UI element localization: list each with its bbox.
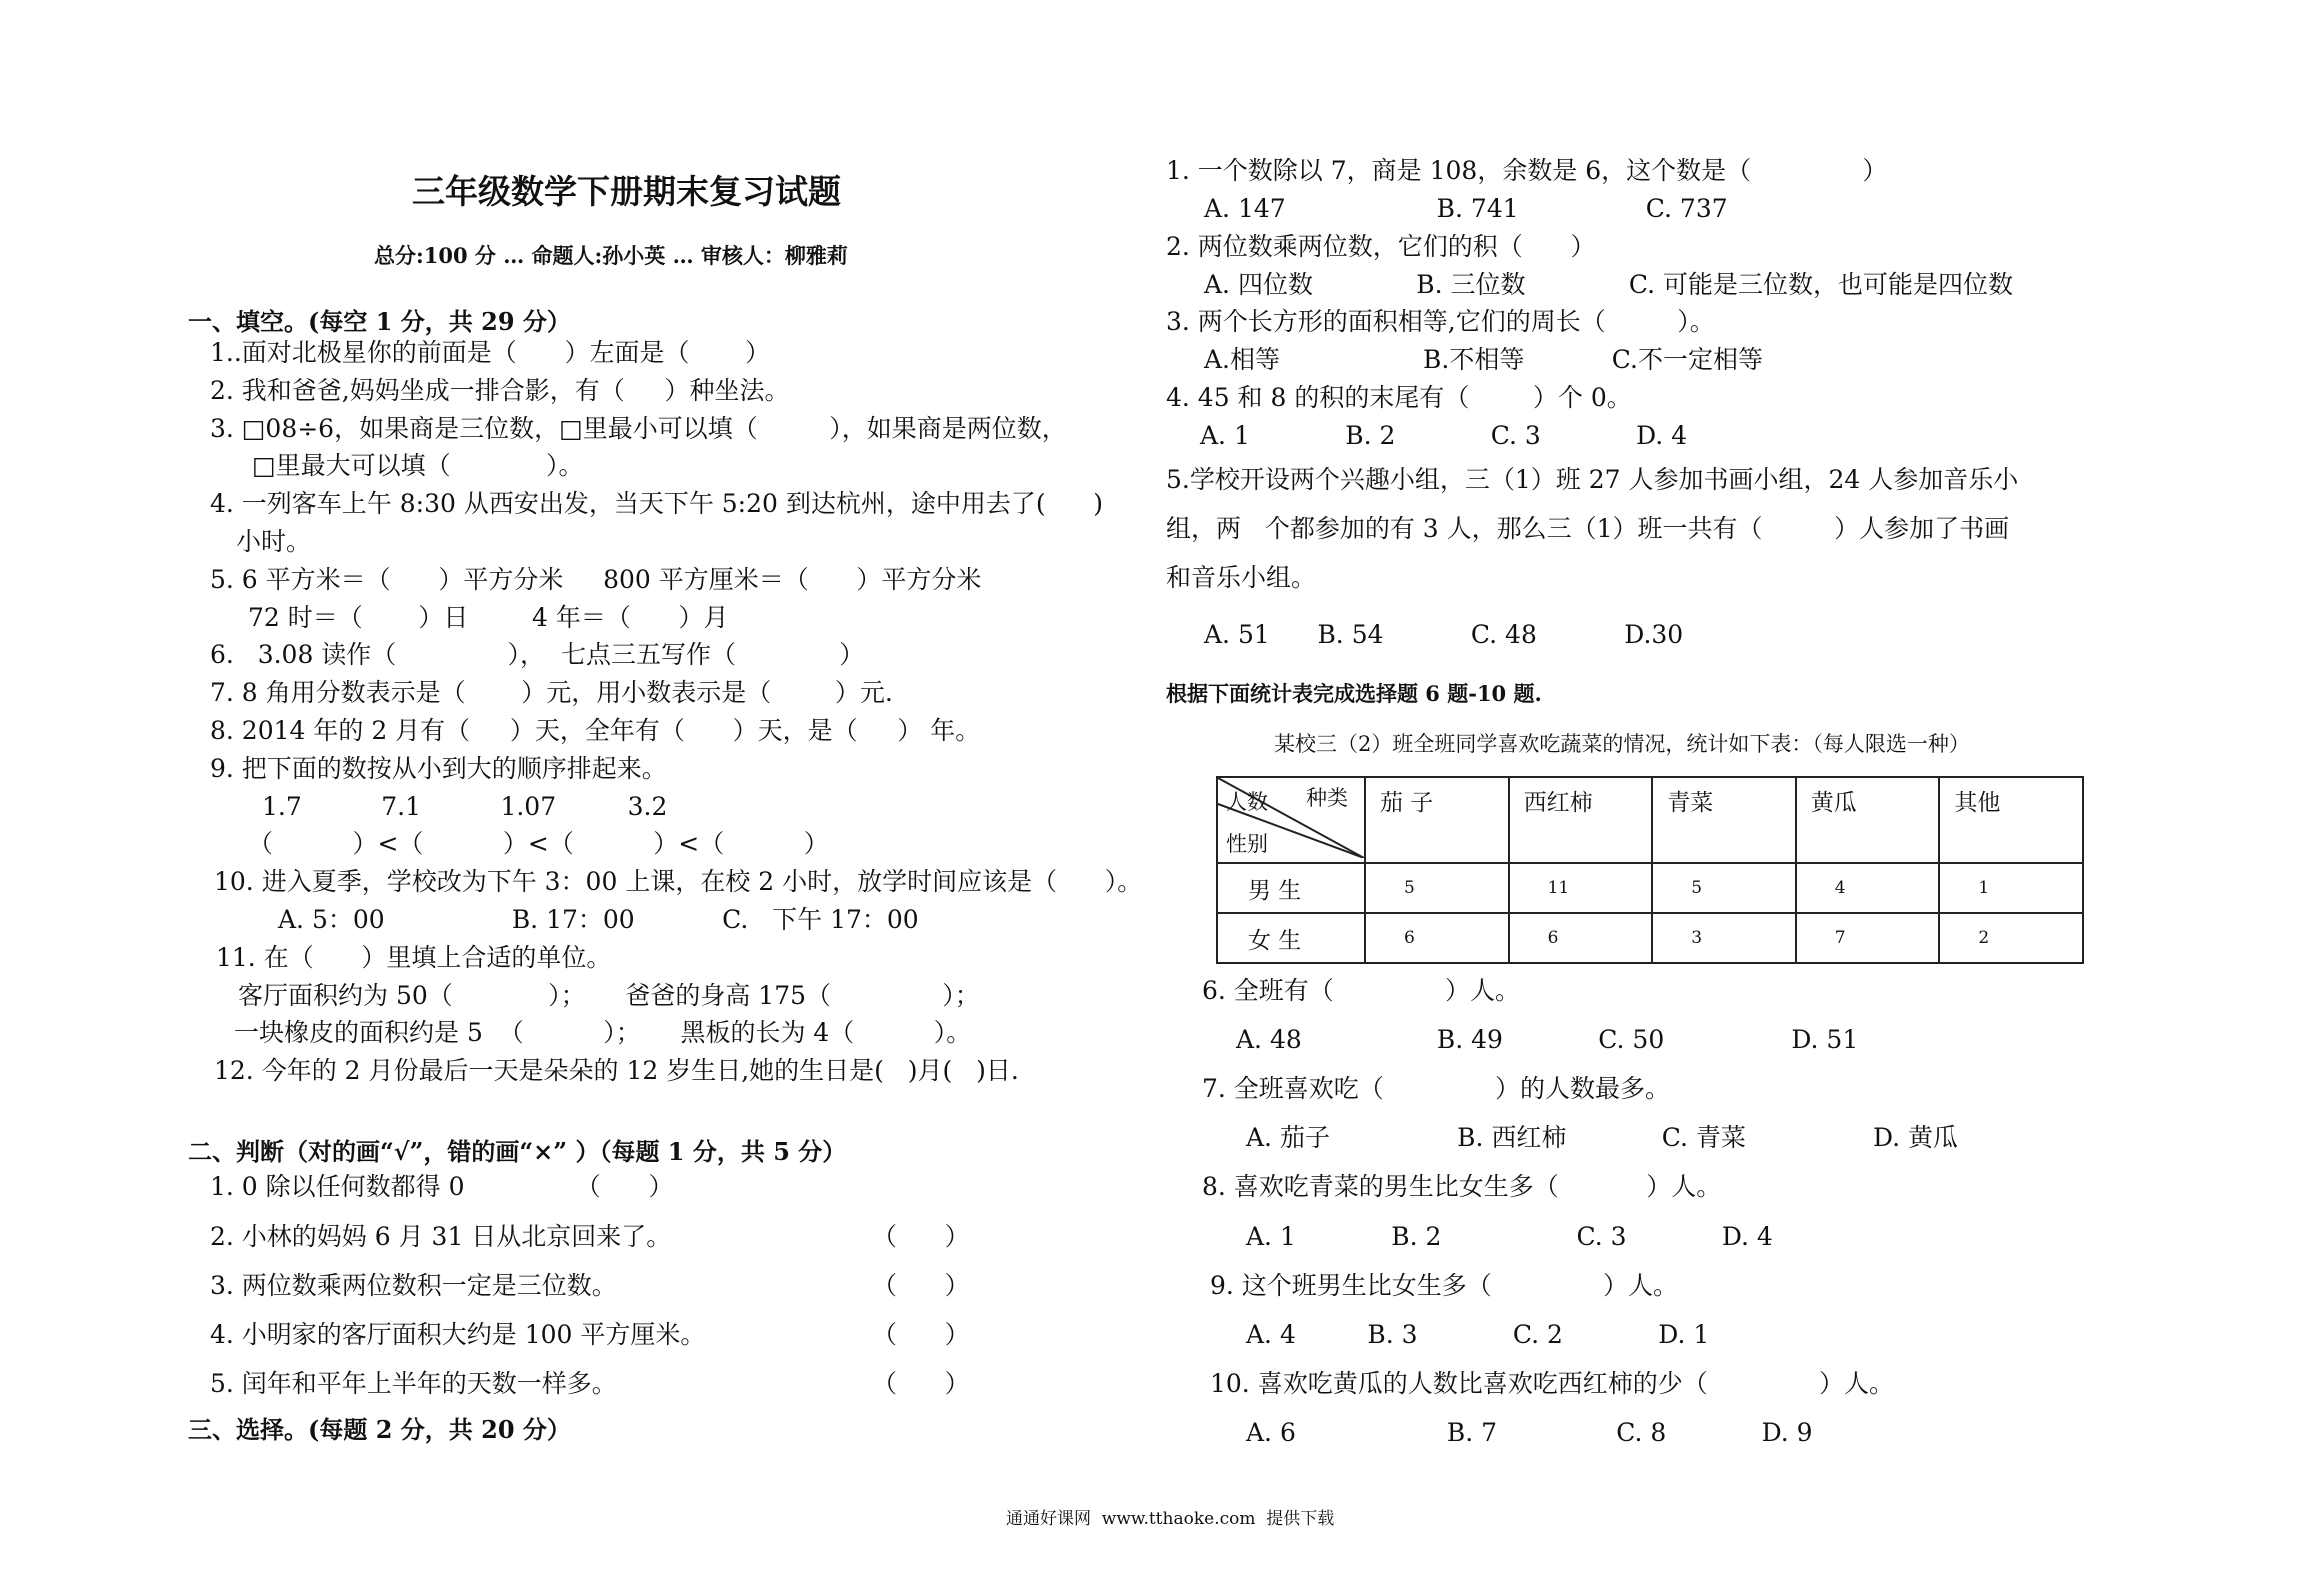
judge-line: 3. 两位数乘两位数积一定是三位数。: [210, 1271, 617, 1300]
fill-line: 8. 2014 年的 2 月有（ ）天，全年有（ ）天，是（ ） 年。: [210, 716, 981, 745]
table-cell: 4: [1796, 863, 1940, 913]
fill-line: 72 时＝（ ）日 4 年＝（ ）月: [248, 603, 729, 632]
fill-line: 7. 8 角用分数表示是（ ）元，用小数表示是（ ）元.: [210, 678, 893, 707]
table-question: A. 1 B. 2 C. 3 D. 4: [1246, 1222, 1773, 1251]
judge-paren: （ ）: [872, 1271, 970, 1300]
choice-line: 4. 45 和 8 的积的末尾有（ ）个 0。: [1166, 383, 1632, 412]
judge-line: 1. 0 除以任何数都得 0 （ ）: [210, 1172, 674, 1201]
fill-line: （ ）<（ ）<（ ）<（ ）: [248, 829, 829, 858]
choice-line: A. 1 B. 2 C. 3 D. 4: [1200, 421, 1688, 450]
section1-heading: 一、填空。(每空 1 分，共 29 分）: [188, 307, 571, 336]
row-label: 女 生: [1217, 913, 1365, 963]
table-cell: 3: [1652, 913, 1796, 963]
choice-line: 和音乐小组。: [1166, 563, 1317, 592]
table-cell: 5: [1365, 863, 1509, 913]
vegetable-stats-table: [1216, 776, 2084, 964]
fill-line: 10. 进入夏季，学校改为下午 3：00 上课，在校 2 小时，放学时间应该是（ ）。: [214, 867, 1143, 896]
choice-line: 2. 两位数乘两位数，它们的积（ ）: [1166, 232, 1596, 261]
column-header: 黄瓜: [1796, 777, 1940, 863]
fill-line: 5. 6 平方米＝（ ）平方分米 800 平方厘米＝（ ）平方分米: [210, 565, 982, 594]
diagonal-header-cell: [1217, 777, 1365, 863]
table-cell: 6: [1509, 913, 1653, 963]
table-cell: 11: [1509, 863, 1653, 913]
choice-line: A.相等 B.不相等 C.不一定相等: [1204, 345, 1763, 374]
fill-line: 6. 3.08 读作（ ）， 七点三五写作（ ）: [210, 640, 865, 669]
judge-paren: （ ）: [872, 1320, 970, 1349]
row-label: 男 生: [1217, 863, 1365, 913]
table-question: A. 茄子 B. 西红柿 C. 青菜 D. 黄瓜: [1246, 1123, 1959, 1152]
table-question: A. 4 B. 3 C. 2 D. 1: [1246, 1320, 1710, 1349]
judge-paren: （ ）: [872, 1369, 970, 1398]
fill-line: 4. 一列客车上午 8:30 从西安出发，当天下午 5:20 到达杭州，途中用去了( ): [210, 489, 1104, 518]
table-question: 7. 全班喜欢吃（ ）的人数最多。: [1202, 1074, 1671, 1103]
judge-line: 4. 小明家的客厅面积大约是 100 平方厘米。: [210, 1320, 706, 1349]
fill-line: 1.7 7.1 1.07 3.2: [262, 792, 668, 821]
fill-line: 1..面对北极星你的前面是（ ）左面是（ ）: [210, 338, 771, 367]
header-kind: 种类: [1306, 786, 1348, 810]
table-question: A. 48 B. 49 C. 50 D. 51: [1236, 1025, 1859, 1054]
table-cell: 5: [1652, 863, 1796, 913]
choice-line: A. 147 B. 741 C. 737: [1204, 194, 1728, 223]
column-header: 其他: [1939, 777, 2083, 863]
header-gender: 性别: [1226, 832, 1268, 856]
table-caption: 某校三（2）班全班同学喜欢吃蔬菜的情况，统计如下表：（每人限选一种）: [1274, 732, 1970, 756]
section2-heading: 二、判断（对的画“√”，错的画“×” ）（每题 1 分，共 5 分）: [188, 1137, 847, 1166]
choice-line: A. 四位数 B. 三位数 C. 可能是三位数，也可能是四位数: [1204, 270, 2013, 299]
fill-line: 一块橡皮的面积约是 5 （ ）； 黑板的长为 4（ ）。: [234, 1018, 972, 1047]
footer-credit: 通通好课网 www.tthaoke.com 提供下载: [1006, 1509, 1335, 1529]
exam-title: 三年级数学下册期末复习试题: [412, 172, 841, 211]
fill-line: □里最大可以填（ ）。: [252, 451, 584, 480]
table-question: 6. 全班有（ ）人。: [1202, 976, 1521, 1005]
table-cell: 7: [1796, 913, 1940, 963]
column-header: 西红柿: [1509, 777, 1653, 863]
judge-line: 5. 闰年和平年上半年的天数一样多。: [210, 1369, 617, 1398]
table-cell: 6: [1365, 913, 1509, 963]
table-row: [1217, 913, 2083, 963]
table-question: 8. 喜欢吃青菜的男生比女生多（ ）人。: [1202, 1172, 1722, 1201]
exam-meta: 总分:100 分 … 命题人:孙小英 … 审核人：柳雅莉: [374, 243, 848, 268]
fill-line: A. 5：00 B. 17：00 C. 下午 17：00: [278, 905, 919, 934]
judge-paren: （ ）: [872, 1222, 970, 1251]
fill-line: 2. 我和爸爸,妈妈坐成一排合影，有（ ）种坐法。: [210, 376, 790, 405]
fill-line: 11. 在（ ）里填上合适的单位。: [216, 943, 612, 972]
fill-line: 12. 今年的 2 月份最后一天是朵朵的 12 岁生日,她的生日是( )月( )日.: [214, 1056, 1019, 1085]
table-row: [1217, 863, 2083, 913]
table-intro: 根据下面统计表完成选择题 6 题-10 题.: [1166, 681, 1542, 706]
table-question: 9. 这个班男生比女生多（ ）人。: [1210, 1271, 1679, 1300]
column-header: 茄 子: [1365, 777, 1509, 863]
judge-line: 2. 小林的妈妈 6 月 31 日从北京回来了。: [210, 1222, 672, 1251]
table-question: 10. 喜欢吃黄瓜的人数比喜欢吃西红柿的少（ ）人。: [1210, 1369, 1894, 1398]
fill-line: 客厅面积约为 50（ ）； 爸爸的身高 175（ ）；: [238, 981, 980, 1010]
choice-line: 5.学校开设两个兴趣小组，三（1）班 27 人参加书画小组，24 人参加音乐小: [1166, 465, 2019, 494]
table-cell: 2: [1939, 913, 2083, 963]
column-header: 青菜: [1652, 777, 1796, 863]
choice-line: 组，两 个都参加的有 3 人，那么三（1）班一共有（ ）人参加了书画: [1166, 514, 2010, 543]
choice-line: 1. 一个数除以 7，商是 108，余数是 6，这个数是（ ）: [1166, 156, 1888, 185]
table-question: A. 6 B. 7 C. 8 D. 9: [1246, 1418, 1813, 1447]
fill-line: 3. □08÷6，如果商是三位数，□里最小可以填（ ），如果商是两位数，: [210, 414, 1067, 443]
fill-line: 小时。: [236, 527, 312, 556]
fill-line: 9. 把下面的数按从小到大的顺序排起来。: [210, 754, 667, 783]
table-cell: 1: [1939, 863, 2083, 913]
header-count: 人数: [1226, 790, 1268, 814]
choice-line: A. 51 B. 54 C. 48 D.30: [1204, 620, 1684, 649]
choice-line: 3. 两个长方形的面积相等,它们的周长（ ）。: [1166, 307, 1715, 336]
section3-heading: 三、选择。(每题 2 分，共 20 分）: [188, 1415, 571, 1444]
